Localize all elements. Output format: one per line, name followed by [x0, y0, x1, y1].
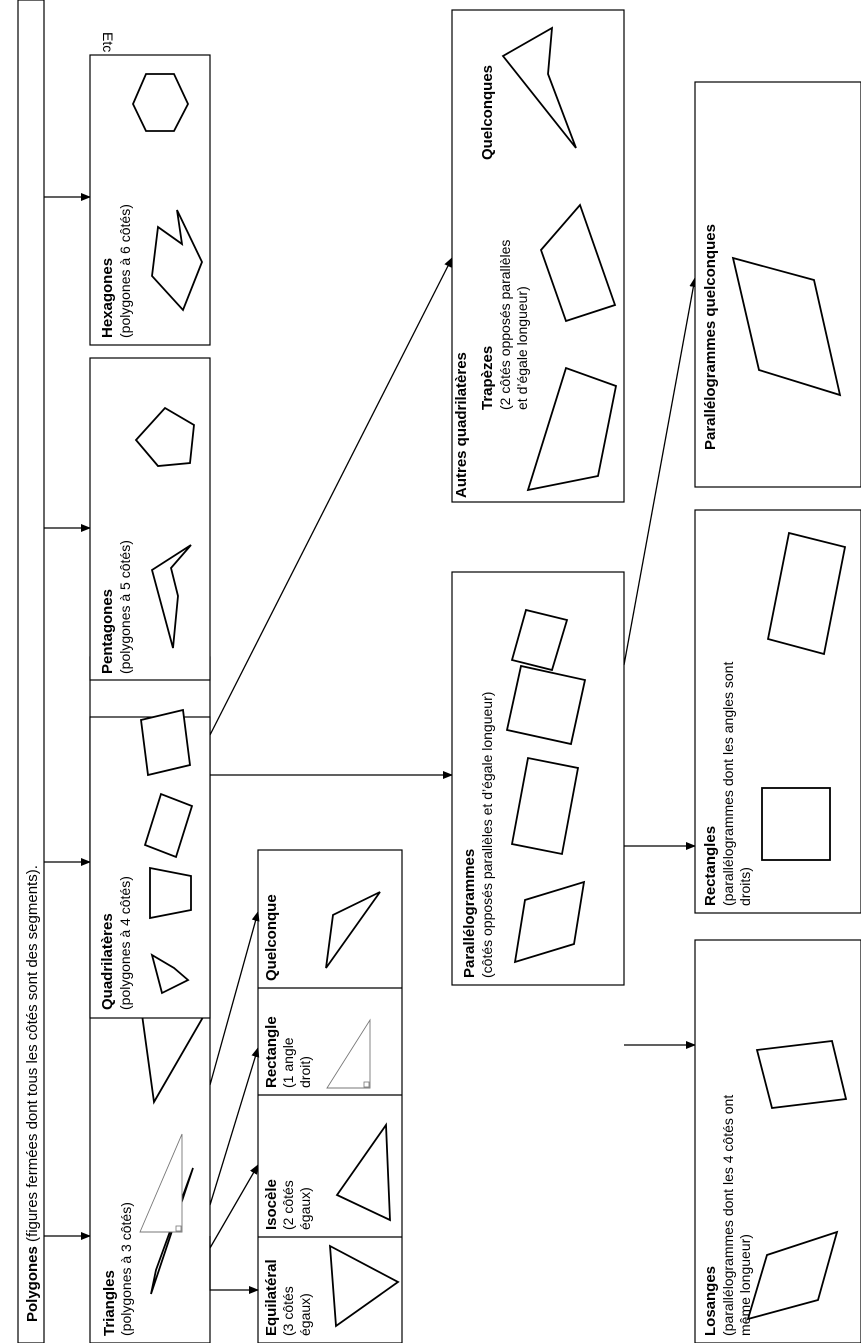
hexagones-title: Hexagones [99, 257, 116, 338]
quelconque-title: Quelconque [263, 894, 280, 981]
rectangle-title: Rectangle [263, 1016, 280, 1088]
pentagones-box [90, 358, 210, 680]
parallelogrammes-quelconques-title: Parallélogrammes quelconques [702, 224, 719, 450]
hexagones-box [90, 55, 210, 345]
isocele-line1: (2 côtés [280, 1180, 296, 1230]
autres-title: Autres quadrilatères [453, 352, 470, 498]
polygones-title: Polygones [24, 1246, 41, 1322]
triangles-title: Triangles [101, 1270, 118, 1336]
arrow-to-autres-quadrilateres [210, 258, 452, 735]
pentagones-subtitle: (polygones à 5 côtés) [117, 540, 133, 674]
losanges-box [695, 940, 861, 1343]
rectangles-line2: droits) [737, 867, 753, 906]
triangles-subtitle: (polygones à 3 côtés) [118, 1202, 134, 1336]
trapezes-title: Trapèzes [479, 345, 496, 410]
quadrilateres-title: Quadrilatères [99, 913, 116, 1010]
arrow-to-quelconque [210, 912, 258, 1085]
trapezes-line2: et d’égale longueur) [514, 286, 530, 410]
trapezoid-icon [150, 868, 191, 918]
autres-quelconques-title: Quelconques [479, 64, 496, 160]
arrow-to-parallelogrammes-quelconques [624, 278, 695, 665]
equilateral-line2: égaux) [297, 1293, 313, 1336]
parallelogrammes-box [452, 572, 624, 985]
losanges-line2: même longueur) [737, 1234, 753, 1336]
arrow-to-equilateral [210, 1236, 258, 1290]
parallelogrammes-quelconques-box [695, 82, 861, 487]
hexagones-subtitle: (polygones à 6 côtés) [117, 204, 133, 338]
rectangles-line1: (parallélogrammes dont les angles sont [720, 661, 736, 906]
polygones-description: (figures fermées dont tous les côtés sont des segments). [24, 865, 41, 1242]
pentagones-title: Pentagones [99, 588, 116, 674]
triangle-types-table [258, 850, 402, 1343]
equilateral-line1: (3 côtés [280, 1286, 296, 1336]
trapezes-line1: (2 côtés opposés parallèles [497, 239, 513, 410]
rectangle-icon [762, 788, 830, 860]
parallelogrammes-subtitle: (côtés opposés parallèles et d’égale longueur) [479, 691, 495, 978]
arrow-to-isocele [210, 1165, 258, 1248]
quadrilateres-box [90, 710, 210, 1018]
losanges-title: Losanges [702, 1265, 719, 1336]
rectangle-line2: droit) [297, 1056, 313, 1088]
polygones-label [24, 865, 41, 1322]
square-tilted-icon [507, 666, 585, 744]
rectangles-title: Rectangles [702, 825, 719, 906]
rectangle-line1: (1 angle [280, 1037, 296, 1088]
quadrilateres-subtitle: (polygones à 4 côtés) [117, 876, 133, 1010]
small-square-icon [141, 710, 190, 775]
losanges-line1: (parallélogrammes dont les 4 côtés ont [720, 1094, 736, 1336]
rectangles-box [695, 510, 861, 913]
square-icon [757, 1041, 846, 1108]
etc-label: Etc [100, 32, 116, 53]
parallelogrammes-title: Parallélogrammes [461, 848, 478, 978]
autres-quadrilateres-box [452, 10, 624, 502]
arrow-to-rectangle [210, 1048, 258, 1205]
isocele-title: Isocèle [263, 1179, 280, 1230]
equilateral-title: Equilatéral [263, 1259, 280, 1336]
isocele-line2: égaux) [297, 1187, 313, 1230]
